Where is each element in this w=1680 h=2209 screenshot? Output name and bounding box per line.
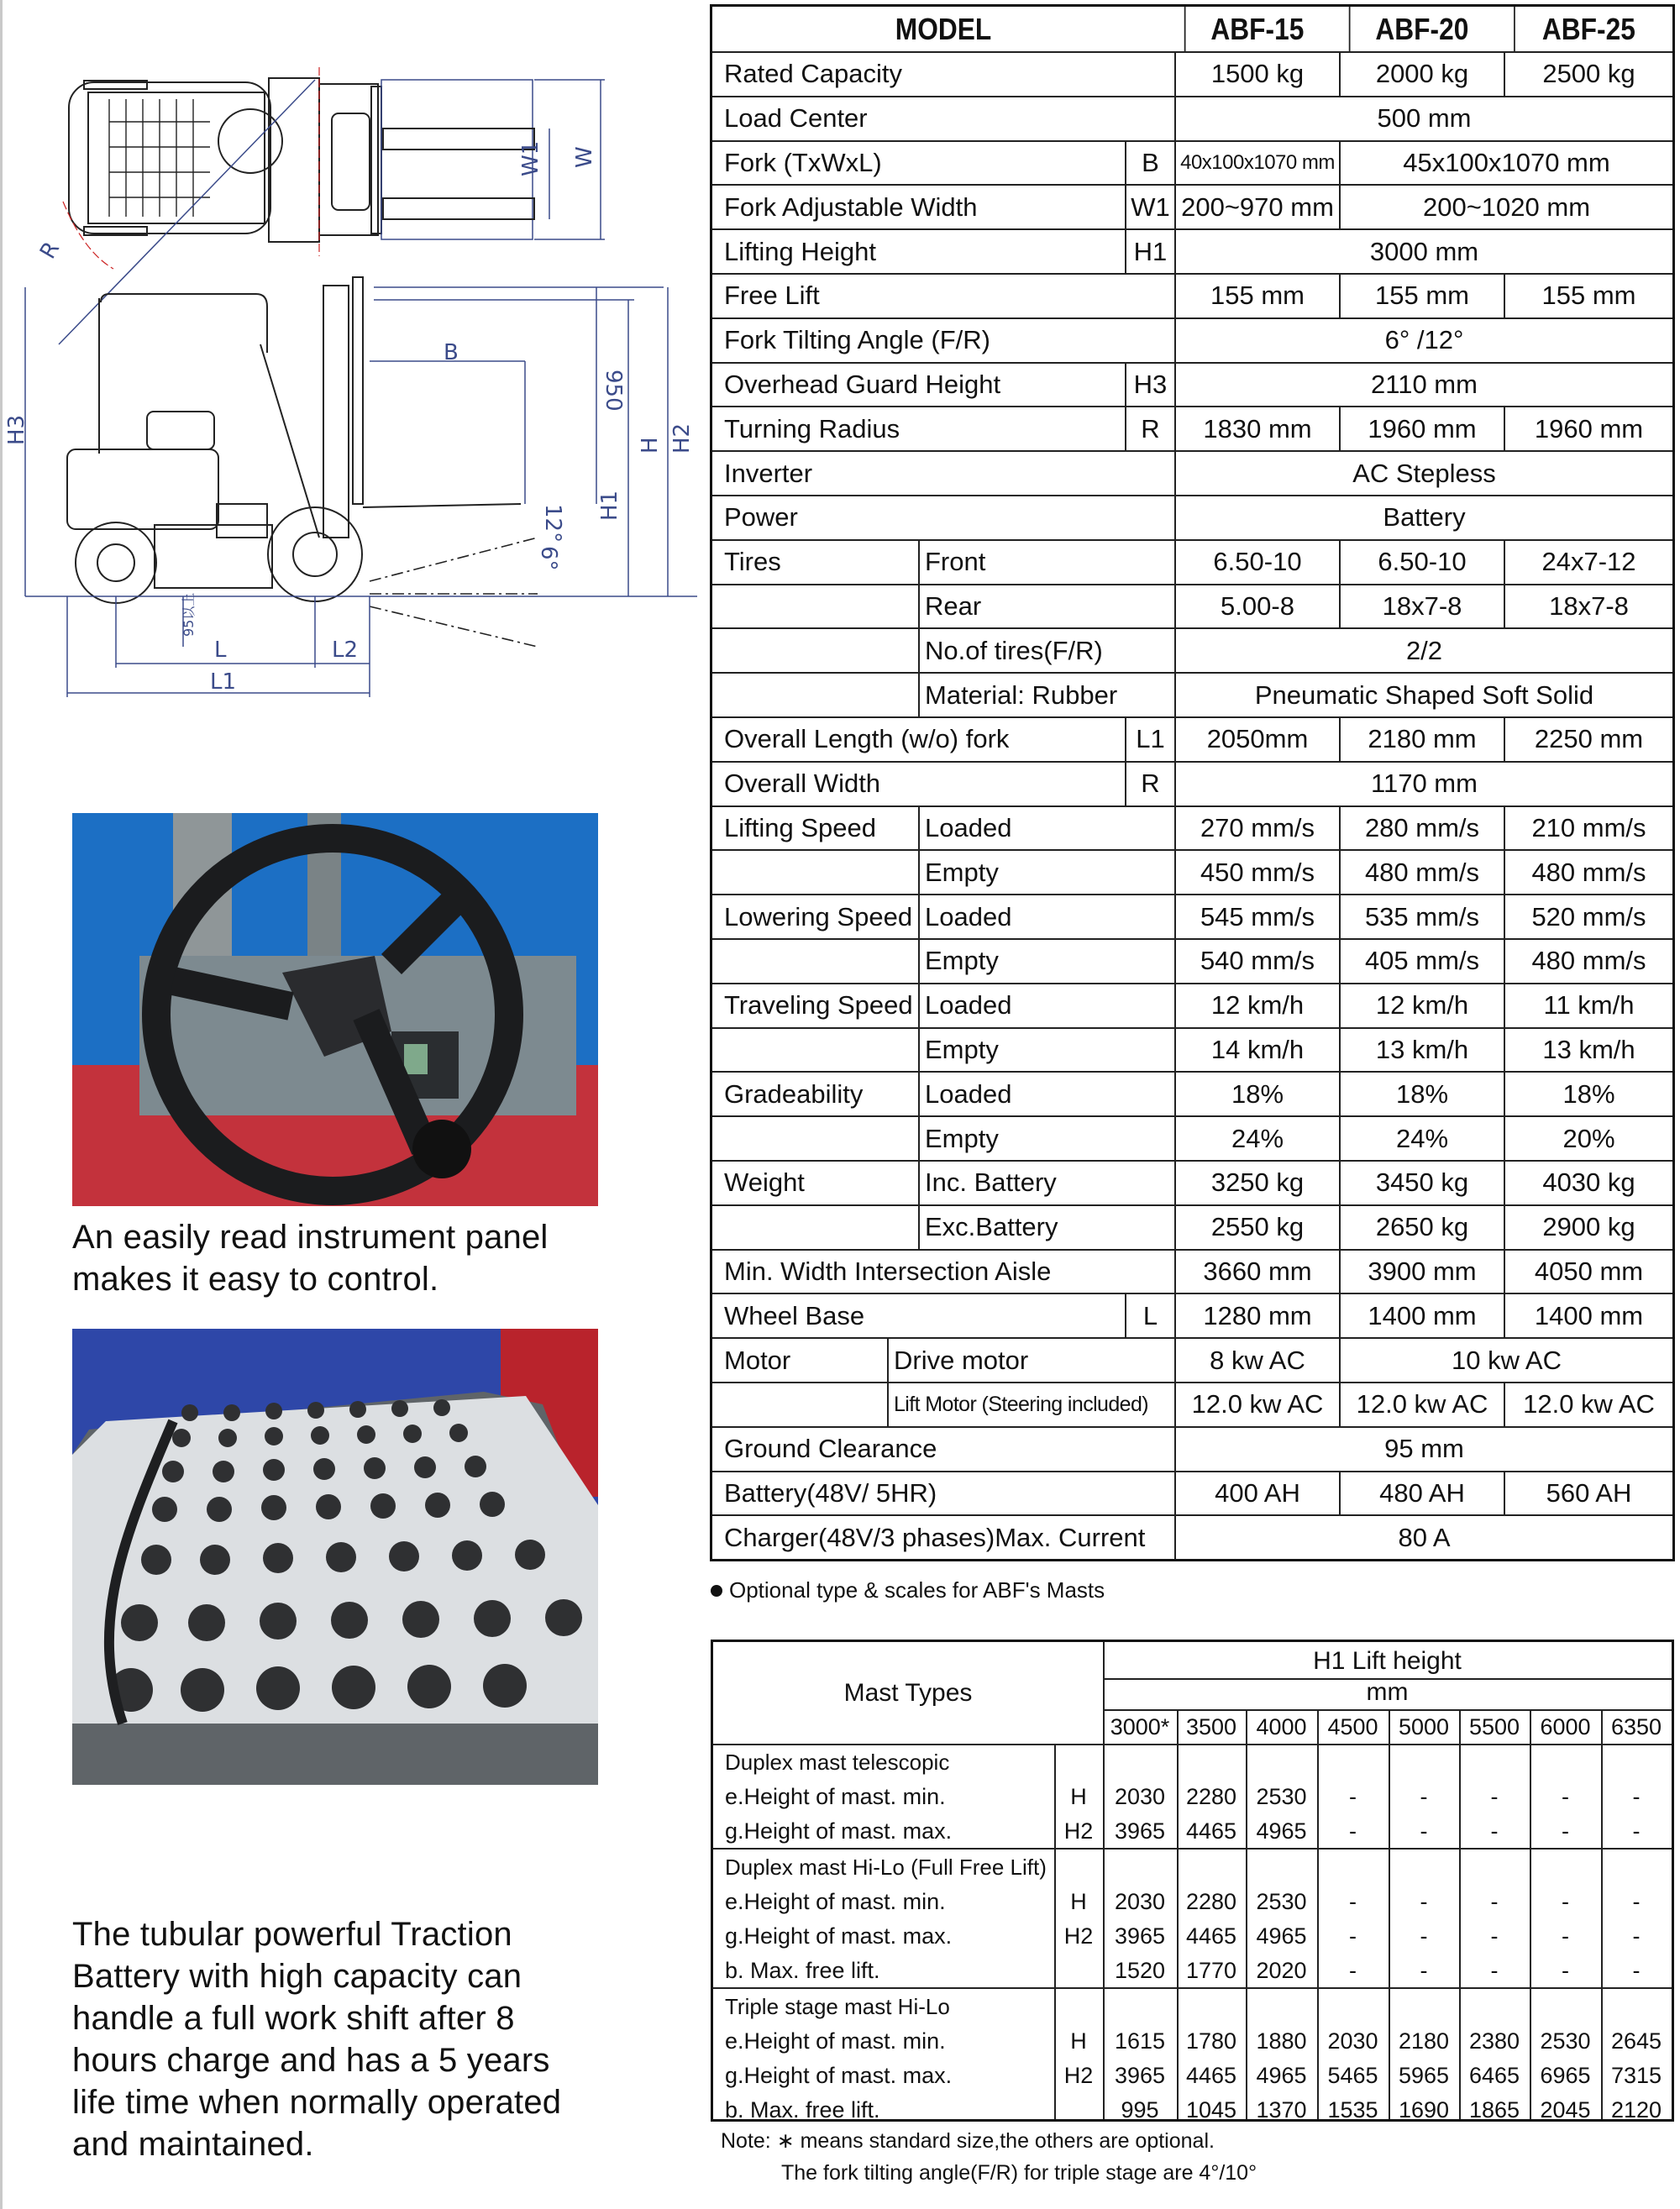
spec-code: B (1125, 142, 1174, 185)
mast-value: 2020 (1256, 1958, 1307, 1983)
mast-value: - (1349, 1818, 1357, 1844)
spec-row (712, 495, 1672, 539)
mast-value: 1780 (1185, 2028, 1237, 2054)
svg-text:H3: H3 (4, 414, 29, 445)
spec-value: 12 km/h (1339, 984, 1504, 1027)
spec-sublabel: Empty (918, 940, 1174, 983)
specification-table (710, 4, 1675, 1561)
spec-row (712, 51, 1672, 96)
spec-label: Charger(48V/3 phases)Max. Current (724, 1522, 1146, 1552)
spec-label: Fork Adjustable Width (724, 192, 978, 222)
svg-text:W1: W1 (518, 140, 543, 176)
spec-value: 24% (1174, 1117, 1339, 1160)
spec-value: 1170 mm (1174, 763, 1672, 805)
mast-measure-code: H (1070, 2028, 1087, 2054)
mast-value: - (1420, 1784, 1428, 1809)
spec-value: 270 mm/s (1174, 807, 1339, 850)
spec-sublabel: Empty (918, 1029, 1174, 1072)
spec-row (712, 1293, 1672, 1337)
mast-value: - (1632, 1818, 1641, 1844)
svg-text:B: B (444, 340, 459, 365)
svg-text:95以上: 95以上 (181, 592, 197, 637)
spec-value: 12.0 kw AC (1504, 1383, 1672, 1426)
spec-value: 13 km/h (1339, 1029, 1504, 1072)
spec-sublabel: Front (918, 541, 1174, 584)
spec-value: 18% (1504, 1073, 1672, 1115)
spec-row (712, 716, 1672, 761)
mast-value: 2120 (1610, 2097, 1662, 2122)
spec-row (712, 450, 1672, 495)
svg-text:H1: H1 (597, 490, 622, 521)
spec-sublabel: Empty (918, 1117, 1174, 1160)
spec-row (712, 761, 1672, 805)
spec-row (712, 983, 1672, 1027)
spec-row (712, 1204, 1672, 1249)
mast-value: 7315 (1610, 2063, 1662, 2088)
mast-value: 1535 (1327, 2097, 1378, 2122)
spec-row (712, 805, 1672, 850)
spec-row (712, 140, 1672, 185)
spec-code: R (1125, 763, 1174, 805)
svg-text:H2: H2 (669, 422, 695, 454)
mast-value: - (1562, 1958, 1569, 1983)
spec-value: 480 mm/s (1339, 851, 1504, 894)
traction-battery-photo (72, 1329, 598, 1785)
mast-measure-label: g.Height of mast. max. (725, 1923, 953, 1949)
spec-value: 2180 mm (1339, 718, 1504, 761)
mast-value: 2280 (1185, 1889, 1237, 1914)
mast-value: 2030 (1114, 1784, 1166, 1809)
mast-measure-label: g.Height of mast. max. (725, 2063, 953, 2088)
model-name-2: ABF-20 (1349, 7, 1494, 51)
spec-label (712, 1383, 887, 1426)
spec-row (712, 362, 1672, 407)
mast-value: - (1349, 1958, 1357, 1983)
spec-label: Gradeability (724, 1078, 864, 1109)
spec-value: 20% (1504, 1117, 1672, 1160)
spec-row (712, 1115, 1672, 1160)
spec-label: Turning Radius (724, 413, 900, 443)
spec-value: 3450 kg (1339, 1162, 1504, 1204)
spec-sublabel: Drive motor (887, 1339, 1174, 1382)
spec-value: 545 mm/s (1174, 895, 1339, 938)
spec-row (712, 228, 1672, 273)
spec-value: 4050 mm (1504, 1251, 1672, 1293)
mast-value: 4965 (1256, 1818, 1307, 1844)
spec-value: 200~970 mm (1174, 186, 1339, 228)
svg-text:W: W (572, 146, 597, 168)
spec-value: 2550 kg (1174, 1206, 1339, 1249)
spec-label: Inverter (724, 458, 813, 488)
model-name-3: ABF-25 (1514, 7, 1662, 51)
mast-value: 4465 (1185, 2063, 1237, 2088)
mast-value: - (1562, 1923, 1569, 1949)
mast-type-name: Duplex mast Hi-Lo (Full Free Lift) (725, 1855, 1047, 1880)
spec-label: Weight (724, 1167, 805, 1198)
spec-value: 2250 mm (1504, 718, 1672, 761)
spec-row (712, 1471, 1672, 1515)
spec-row (712, 539, 1672, 584)
spec-label (712, 674, 918, 716)
mast-value: - (1349, 1889, 1357, 1914)
mast-value: - (1420, 1958, 1428, 1983)
spec-label: Fork Tilting Angle (F/R) (724, 325, 990, 355)
lift-height-column: 3500 (1185, 1714, 1237, 1739)
spec-label (712, 585, 918, 628)
spec-value: 6° /12° (1174, 319, 1672, 362)
mast-value: 4465 (1185, 1818, 1237, 1844)
spec-header-row (712, 7, 1672, 51)
lift-height-column: 6350 (1610, 1714, 1662, 1739)
mast-type-name: Duplex mast telescopic (725, 1750, 950, 1775)
mast-value: 995 (1121, 2097, 1159, 2122)
spec-value: 4030 kg (1504, 1162, 1672, 1204)
spec-row (712, 96, 1672, 140)
mast-value: - (1490, 1818, 1499, 1844)
mast-value: 1045 (1185, 2097, 1237, 2122)
spec-row (712, 1337, 1672, 1382)
spec-label (712, 940, 918, 983)
mast-value: - (1490, 1923, 1499, 1949)
model-header: MODEL (895, 11, 992, 46)
instrument-panel-photo (72, 813, 598, 1206)
spec-value: 1280 mm (1174, 1294, 1339, 1337)
mast-measure-label: e.Height of mast. min. (725, 2028, 946, 2054)
spec-code: R (1125, 407, 1174, 450)
spec-value: 45x100x1070 mm (1339, 142, 1672, 185)
spec-value: 210 mm/s (1504, 807, 1672, 850)
spec-code: H1 (1125, 230, 1174, 273)
svg-text:6°: 6° (536, 546, 561, 571)
mast-value: 2530 (1540, 2028, 1591, 2054)
spec-value: 1400 mm (1339, 1294, 1504, 1337)
spec-sublabel: Inc. Battery (918, 1162, 1174, 1204)
mast-notes (721, 2125, 1257, 2189)
mast-value: 5965 (1398, 2063, 1450, 2088)
mast-value: 1770 (1185, 1958, 1237, 1983)
mast-value: - (1562, 1784, 1569, 1809)
spec-value: 1960 mm (1339, 407, 1504, 450)
spec-code: W1 (1125, 186, 1174, 228)
lift-height-column: 5000 (1398, 1714, 1450, 1739)
mast-value: 6965 (1540, 2063, 1591, 2088)
mast-measure-code: H2 (1063, 1818, 1094, 1844)
mast-value: - (1490, 1889, 1499, 1914)
mast-value: 1880 (1256, 2028, 1307, 2054)
spec-value: 2050mm (1174, 718, 1339, 761)
svg-text:L2: L2 (332, 638, 359, 663)
spec-value: 500 mm (1174, 97, 1672, 140)
forklift-dimension-drawing (0, 0, 706, 722)
mast-value: 5465 (1327, 2063, 1378, 2088)
spec-value: Battery (1174, 496, 1672, 539)
spec-row (712, 849, 1672, 894)
svg-text:950: 950 (601, 370, 626, 412)
spec-row (712, 1027, 1672, 1072)
mast-measure-code: H (1070, 1889, 1087, 1914)
spec-label: Overall Width (724, 769, 881, 799)
spec-value: 11 km/h (1504, 984, 1672, 1027)
spec-sublabel: Loaded (918, 984, 1174, 1027)
spec-value: 2/2 (1174, 629, 1672, 672)
lift-height-column: 6000 (1540, 1714, 1591, 1739)
instrument-panel-caption: An easily read instrument panel makes it easy to control. (72, 1219, 549, 1298)
spec-sublabel: Loaded (918, 1073, 1174, 1115)
spec-row (712, 938, 1672, 983)
spec-value: Pneumatic Shaped Soft Solid (1174, 674, 1672, 716)
spec-value: 2110 mm (1174, 364, 1672, 407)
spec-row (712, 627, 1672, 672)
spec-sublabel: Loaded (918, 895, 1174, 938)
spec-value: 18% (1339, 1073, 1504, 1115)
svg-text:12°: 12° (540, 504, 565, 543)
spec-value: 2000 kg (1339, 53, 1504, 96)
mast-value: 2180 (1398, 2028, 1450, 2054)
spec-row (712, 1160, 1672, 1204)
spec-label: Ground Clearance (724, 1434, 937, 1464)
spec-value: 95 mm (1174, 1428, 1672, 1471)
mast-measure-label: e.Height of mast. min. (725, 1784, 946, 1809)
spec-value: AC Stepless (1174, 452, 1672, 495)
spec-value: 18% (1174, 1073, 1339, 1115)
spec-sublabel: No.of tires(F/R) (918, 629, 1174, 672)
spec-value: 535 mm/s (1339, 895, 1504, 938)
mast-value: 2380 (1468, 2028, 1520, 2054)
spec-sublabel: Empty (918, 851, 1174, 894)
spec-value: 405 mm/s (1339, 940, 1504, 983)
spec-row (712, 406, 1672, 450)
spec-value: 2650 kg (1339, 1206, 1504, 1249)
unit-header: mm (1366, 1678, 1409, 1706)
spec-value: 5.00-8 (1174, 585, 1339, 628)
spec-row (712, 1071, 1672, 1115)
spec-value: 18x7-8 (1504, 585, 1672, 628)
mast-value: 2530 (1256, 1784, 1307, 1809)
mast-value: 4965 (1256, 2063, 1307, 2088)
spec-value: 2900 kg (1504, 1206, 1672, 1249)
spec-value: 18x7-8 (1339, 585, 1504, 628)
spec-value: 3660 mm (1174, 1251, 1339, 1293)
spec-row (712, 317, 1672, 362)
divider (713, 1848, 1672, 1850)
spec-row (712, 1514, 1672, 1559)
spec-row (712, 1382, 1672, 1426)
spec-value: 450 mm/s (1174, 851, 1339, 894)
spec-value: 80 A (1174, 1516, 1672, 1559)
mast-value: - (1632, 1889, 1641, 1914)
spec-value: 480 mm/s (1504, 851, 1672, 894)
traction-battery-caption: The tubular powerful Traction Battery with high capacity can handle a full work shift after 8 hours charge and has a 5 years life time when normally operated and maintained. (72, 1916, 562, 2163)
spec-value: 1400 mm (1504, 1294, 1672, 1337)
spec-value: 2500 kg (1504, 53, 1672, 96)
spec-label (712, 1117, 918, 1160)
spec-sublabel: Material: Rubber (918, 674, 1174, 716)
mast-value: 1690 (1398, 2097, 1450, 2122)
mast-value: 1370 (1256, 2097, 1307, 2122)
mast-measure-label: e.Height of mast. min. (725, 1889, 946, 1914)
mast-types-header: Mast Types (843, 1679, 973, 1707)
spec-label (712, 1029, 918, 1072)
spec-value: 12.0 kw AC (1174, 1383, 1339, 1426)
mast-measure-label: b. Max. free lift. (725, 2097, 880, 2122)
spec-code: L (1125, 1294, 1174, 1337)
spec-value: 480 AH (1339, 1472, 1504, 1515)
spec-label: Wheel Base (724, 1300, 865, 1330)
mast-value: - (1562, 1818, 1569, 1844)
mast-value: 1615 (1114, 2028, 1166, 2054)
spec-label: Lowering Speed (724, 901, 913, 931)
spec-label: Rated Capacity (724, 59, 902, 89)
mast-value: - (1632, 1958, 1641, 1983)
mast-value: 2045 (1540, 2097, 1591, 2122)
spec-label (712, 851, 918, 894)
spec-value: 10 kw AC (1339, 1339, 1672, 1382)
lift-height-column: 5500 (1468, 1714, 1520, 1739)
spec-label: Motor (724, 1345, 791, 1375)
spec-value: 8 kw AC (1174, 1339, 1339, 1382)
spec-label: Load Center (724, 103, 868, 134)
spec-value: 400 AH (1174, 1472, 1339, 1515)
spec-value: 24x7-12 (1504, 541, 1672, 584)
mast-options-heading: Optional type & scales for ABF's Masts (711, 1577, 1105, 1603)
svg-text:L: L (214, 638, 227, 663)
spec-value: 6.50-10 (1174, 541, 1339, 584)
mast-value: - (1420, 1923, 1428, 1949)
spec-label: Free Lift (724, 281, 820, 311)
spec-value: 1830 mm (1174, 407, 1339, 450)
mast-value: 2030 (1114, 1889, 1166, 1914)
spec-value: 12 km/h (1174, 984, 1339, 1027)
spec-value: 155 mm (1504, 275, 1672, 317)
spec-sublabel: Loaded (918, 807, 1174, 850)
spec-value: 200~1020 mm (1339, 186, 1672, 228)
spec-label: Tires (724, 547, 781, 577)
spec-row (712, 894, 1672, 938)
spec-value: 40x100x1070 mm (1174, 142, 1339, 185)
spec-row (712, 672, 1672, 716)
spec-code: L1 (1125, 718, 1174, 761)
mast-value: 2030 (1327, 2028, 1378, 2054)
spec-value: 3900 mm (1339, 1251, 1504, 1293)
spec-row (712, 584, 1672, 628)
label-r: R (35, 237, 66, 264)
spec-sublabel: Lift Motor (Steering included) (887, 1383, 1174, 1426)
spec-value: 24% (1339, 1117, 1504, 1160)
mast-value: - (1420, 1818, 1428, 1844)
spec-value: 520 mm/s (1504, 895, 1672, 938)
spec-label (712, 629, 918, 672)
mast-value: 6465 (1468, 2063, 1520, 2088)
mast-value: 1520 (1114, 1958, 1166, 1983)
mast-value: 2280 (1185, 1784, 1237, 1809)
spec-label: Min. Width Intersection Aisle (724, 1256, 1052, 1286)
spec-label: Traveling Speed (724, 990, 913, 1021)
spec-value: 6.50-10 (1339, 541, 1504, 584)
mast-measure-label: g.Height of mast. max. (725, 1818, 953, 1844)
spec-value: 540 mm/s (1174, 940, 1339, 983)
mast-value: - (1349, 1784, 1357, 1809)
mast-measure-code: H (1070, 1784, 1087, 1809)
svg-text:H: H (638, 437, 663, 454)
spec-label: Power (724, 502, 798, 533)
mast-value: 3965 (1114, 2063, 1166, 2088)
spec-row (712, 1249, 1672, 1293)
mast-options-table (711, 1640, 1674, 2122)
spec-row (712, 273, 1672, 317)
model-name-1: ABF-15 (1184, 7, 1329, 51)
mast-value: - (1490, 1784, 1499, 1809)
lift-height-column: 4500 (1327, 1714, 1378, 1739)
mast-value: - (1632, 1784, 1641, 1809)
spec-value: 13 km/h (1504, 1029, 1672, 1072)
divider (713, 1987, 1672, 1989)
mast-value: 4965 (1256, 1923, 1307, 1949)
spec-label: Lifting Height (724, 236, 876, 266)
mast-value: - (1420, 1889, 1428, 1914)
spec-value: 1960 mm (1504, 407, 1672, 450)
spec-value: 12.0 kw AC (1339, 1383, 1504, 1426)
spec-label (712, 1206, 918, 1249)
spec-label: Lifting Speed (724, 812, 876, 842)
mast-value: - (1632, 1923, 1641, 1949)
spec-label: Overhead Guard Height (724, 369, 1001, 399)
spec-value: 155 mm (1174, 275, 1339, 317)
spec-row (712, 1426, 1672, 1471)
mast-value: 2645 (1610, 2028, 1662, 2054)
spec-value: 3250 kg (1174, 1162, 1339, 1204)
spec-row (712, 184, 1672, 228)
mast-measure-code: H2 (1063, 1923, 1094, 1949)
spec-value: 280 mm/s (1339, 807, 1504, 850)
mast-value: - (1490, 1958, 1499, 1983)
spec-value: 14 km/h (1174, 1029, 1339, 1072)
spec-value: 155 mm (1339, 275, 1504, 317)
spec-label: Battery(48V/ 5HR) (724, 1477, 937, 1508)
note-triple-stage-tilt: The fork tilting angle(F/R) for triple stage are 4°/10° (781, 2161, 1257, 2185)
spec-sublabel: Rear (918, 585, 1174, 628)
spec-label: Fork (TxWxL) (724, 147, 882, 177)
mast-type-name: Triple stage mast Hi-Lo (725, 1994, 950, 2019)
note-standard-size: Note: ∗ means standard size,the others are optional. (721, 2129, 1215, 2153)
lift-height-header: H1 Lift height (1313, 1647, 1462, 1675)
mast-value: - (1349, 1923, 1357, 1949)
lift-height-column: 4000 (1256, 1714, 1307, 1739)
spec-sublabel: Exc.Battery (918, 1206, 1174, 1249)
bullet-icon (711, 1585, 722, 1597)
lift-height-column: 3000* (1110, 1714, 1170, 1739)
mast-value: 3965 (1114, 1923, 1166, 1949)
spec-code: H3 (1125, 364, 1174, 407)
spec-value: 560 AH (1504, 1472, 1672, 1515)
mast-measure-code: H2 (1063, 2063, 1094, 2088)
spec-value: 1500 kg (1174, 53, 1339, 96)
mast-value: 4465 (1185, 1923, 1237, 1949)
spec-label: Overall Length (w/o) fork (724, 724, 1010, 754)
mast-value: - (1562, 1889, 1569, 1914)
spec-value: 3000 mm (1174, 230, 1672, 273)
mast-value: 3965 (1114, 1818, 1166, 1844)
mast-value: 1865 (1468, 2097, 1520, 2122)
mast-value: 2530 (1256, 1889, 1307, 1914)
svg-text:L1: L1 (210, 669, 237, 695)
mast-measure-label: b. Max. free lift. (725, 1958, 880, 1983)
spec-value: 480 mm/s (1504, 940, 1672, 983)
